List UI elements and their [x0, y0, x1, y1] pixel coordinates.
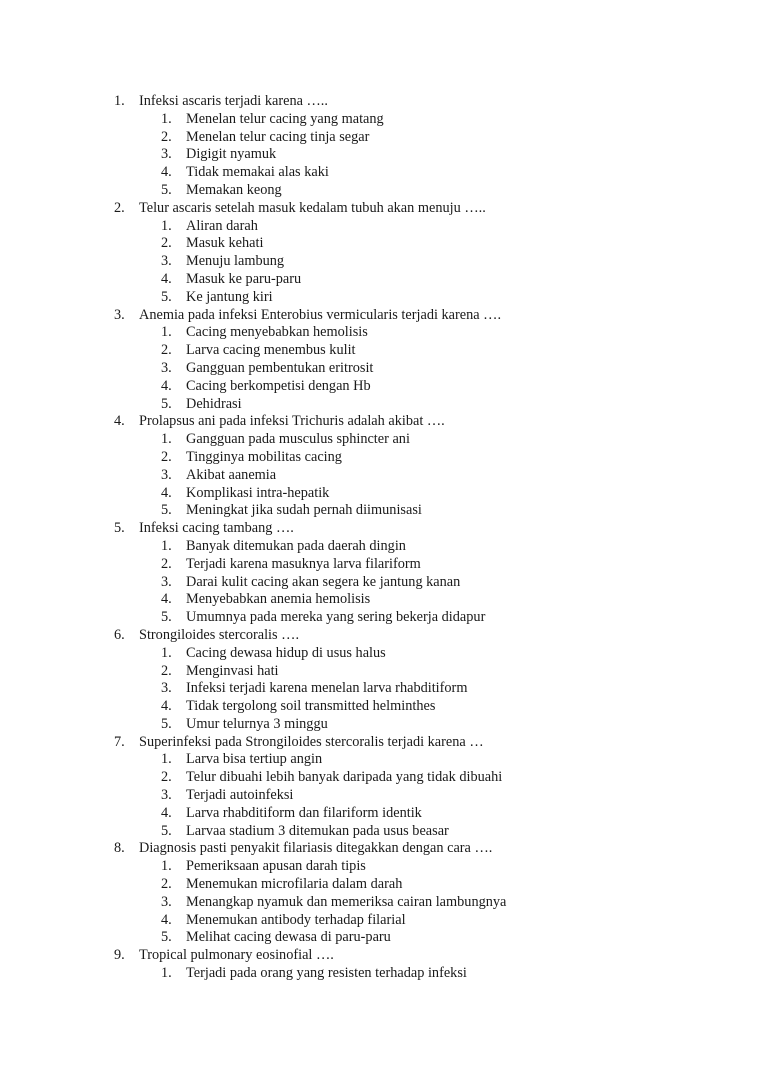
option-number: 4. [161, 698, 172, 715]
option-text: Cacing menyebabkan hemolisis [186, 324, 368, 341]
option-7-4 [0, 805, 768, 823]
option-2-2 [0, 235, 768, 253]
question-3 [0, 307, 768, 325]
option-text: Cacing dewasa hidup di usus halus [186, 644, 386, 661]
option-3-1 [0, 324, 768, 342]
question-text: Infeksi cacing tambang …. [139, 520, 294, 537]
option-text: Terjadi karena masuknya larva filariform [186, 555, 421, 572]
option-4-1 [0, 431, 768, 449]
question-number: 5. [114, 520, 125, 537]
option-number: 1. [161, 751, 172, 768]
option-number: 5. [161, 609, 172, 626]
option-number: 1. [161, 217, 172, 234]
question-text: Prolapsus ani pada infeksi Trichuris adalah akibat …. [139, 413, 445, 430]
option-number: 2. [161, 448, 172, 465]
option-text: Terjadi pada orang yang resisten terhadap infeksi [186, 965, 467, 982]
question-number: 8. [114, 840, 125, 857]
option-number: 2. [161, 769, 172, 786]
option-2-3 [0, 253, 768, 271]
option-7-2 [0, 769, 768, 787]
option-1-2 [0, 129, 768, 147]
option-3-5 [0, 396, 768, 414]
question-2 [0, 200, 768, 218]
option-number: 2. [161, 128, 172, 145]
option-1-4 [0, 164, 768, 182]
option-6-5 [0, 716, 768, 734]
option-6-3 [0, 680, 768, 698]
option-4-5 [0, 502, 768, 520]
question-number: 3. [114, 306, 125, 323]
option-8-1 [0, 858, 768, 876]
option-number: 1. [161, 431, 172, 448]
option-number: 2. [161, 555, 172, 572]
option-text: Melihat cacing dewasa di paru-paru [186, 929, 391, 946]
option-9-1 [0, 965, 768, 983]
question-text: Superinfeksi pada Strongiloides stercoralis terjadi karena … [139, 733, 484, 750]
option-number: 5. [161, 288, 172, 305]
option-number: 5. [161, 181, 172, 198]
option-number: 3. [161, 146, 172, 163]
option-number: 2. [161, 876, 172, 893]
option-number: 5. [161, 502, 172, 519]
option-2-4 [0, 271, 768, 289]
option-text: Umur telurnya 3 minggu [186, 715, 328, 732]
option-number: 1. [161, 858, 172, 875]
question-number: 4. [114, 413, 125, 430]
option-5-5 [0, 609, 768, 627]
option-number: 4. [161, 804, 172, 821]
option-number: 3. [161, 573, 172, 590]
option-5-2 [0, 556, 768, 574]
option-text: Tidak memakai alas kaki [186, 164, 329, 181]
option-number: 2. [161, 662, 172, 679]
option-number: 4. [161, 484, 172, 501]
question-text: Telur ascaris setelah masuk kedalam tubuh akan menuju ….. [139, 199, 486, 216]
option-number: 3. [161, 787, 172, 804]
option-number: 5. [161, 715, 172, 732]
question-number: 7. [114, 733, 125, 750]
option-4-3 [0, 467, 768, 485]
option-text: Menginvasi hati [186, 662, 279, 679]
option-7-3 [0, 787, 768, 805]
option-number: 3. [161, 680, 172, 697]
option-text: Akibat aanemia [186, 466, 277, 483]
option-text: Terjadi autoinfeksi [186, 787, 294, 804]
document-page [0, 93, 768, 983]
option-text: Larvaa stadium 3 ditemukan pada usus beasar [186, 822, 449, 839]
option-4-2 [0, 449, 768, 467]
option-5-3 [0, 574, 768, 592]
option-text: Menuju lambung [186, 253, 285, 270]
option-text: Masuk kehati [186, 235, 264, 252]
question-number: 2. [114, 199, 125, 216]
option-5-4 [0, 591, 768, 609]
option-text: Gangguan pembentukan eritrosit [186, 359, 374, 376]
option-text: Aliran darah [186, 217, 258, 234]
option-7-5 [0, 823, 768, 841]
option-text: Umumnya pada mereka yang sering bekerja didapur [186, 609, 486, 626]
option-2-1 [0, 218, 768, 236]
option-text: Larva bisa tertiup angin [186, 751, 323, 768]
option-text: Banyak ditemukan pada daerah dingin [186, 537, 406, 554]
option-number: 5. [161, 822, 172, 839]
option-text: Menangkap nyamuk dan memeriksa cairan lambungnya [186, 893, 507, 910]
option-text: Digigit nyamuk [186, 146, 277, 163]
option-number: 4. [161, 164, 172, 181]
option-5-1 [0, 538, 768, 556]
question-text: Infeksi ascaris terjadi karena ….. [139, 93, 328, 109]
option-text: Menyebabkan anemia hemolisis [186, 591, 371, 608]
question-8 [0, 840, 768, 858]
option-text: Menelan telur cacing yang matang [186, 110, 384, 127]
option-text: Larva cacing menembus kulit [186, 342, 356, 359]
option-number: 1. [161, 965, 172, 982]
option-text: Memakan keong [186, 181, 282, 198]
option-number: 4. [161, 377, 172, 394]
question-number: 9. [114, 947, 125, 964]
question-text: Diagnosis pasti penyakit filariasis ditegakkan dengan cara …. [139, 840, 493, 857]
option-text: Menemukan antibody terhadap filarial [186, 911, 406, 928]
option-8-4 [0, 912, 768, 930]
option-number: 3. [161, 466, 172, 483]
option-3-3 [0, 360, 768, 378]
option-number: 3. [161, 253, 172, 270]
question-number: 6. [114, 626, 125, 643]
option-text: Menemukan microfilaria dalam darah [186, 876, 403, 893]
option-number: 1. [161, 644, 172, 661]
option-8-3 [0, 894, 768, 912]
option-text: Menelan telur cacing tinja segar [186, 128, 370, 145]
option-number: 1. [161, 324, 172, 341]
question-1 [0, 93, 768, 111]
question-6 [0, 627, 768, 645]
option-1-5 [0, 182, 768, 200]
option-number: 3. [161, 893, 172, 910]
option-6-2 [0, 663, 768, 681]
option-text: Meningkat jika sudah pernah diimunisasi [186, 502, 422, 519]
option-number: 3. [161, 359, 172, 376]
question-text: Tropical pulmonary eosinofial …. [139, 947, 334, 964]
option-text: Komplikasi intra-hepatik [186, 484, 330, 501]
option-text: Tingginya mobilitas cacing [186, 448, 342, 465]
question-7 [0, 734, 768, 752]
option-6-1 [0, 645, 768, 663]
option-text: Telur dibuahi lebih banyak daripada yang tidak dibuahi [186, 769, 503, 786]
option-7-1 [0, 751, 768, 769]
option-text: Masuk ke paru-paru [186, 270, 302, 287]
question-5 [0, 520, 768, 538]
option-text: Infeksi terjadi karena menelan larva rhabditiform [186, 680, 468, 697]
option-2-5 [0, 289, 768, 307]
option-text: Larva rhabditiform dan filariform identik [186, 804, 422, 821]
option-text: Tidak tergolong soil transmitted helminthes [186, 698, 436, 715]
option-text: Ke jantung kiri [186, 288, 273, 305]
option-number: 2. [161, 235, 172, 252]
question-9 [0, 947, 768, 965]
option-number: 4. [161, 911, 172, 928]
option-number: 4. [161, 270, 172, 287]
option-6-4 [0, 698, 768, 716]
option-number: 5. [161, 929, 172, 946]
question-number: 1. [114, 93, 125, 109]
option-number: 1. [161, 537, 172, 554]
option-number: 5. [161, 395, 172, 412]
option-number: 4. [161, 591, 172, 608]
option-number: 2. [161, 342, 172, 359]
option-3-2 [0, 342, 768, 360]
option-text: Darai kulit cacing akan segera ke jantung kanan [186, 573, 461, 590]
option-8-5 [0, 929, 768, 947]
question-text: Strongiloides stercoralis …. [139, 626, 300, 643]
option-text: Gangguan pada musculus sphincter ani [186, 431, 410, 448]
option-number: 1. [161, 110, 172, 127]
option-1-1 [0, 111, 768, 129]
question-4 [0, 413, 768, 431]
option-text: Dehidrasi [186, 395, 242, 412]
option-text: Pemeriksaan apusan darah tipis [186, 858, 366, 875]
option-text: Cacing berkompetisi dengan Hb [186, 377, 371, 394]
option-4-4 [0, 485, 768, 503]
option-3-4 [0, 378, 768, 396]
question-text: Anemia pada infeksi Enterobius vermicularis terjadi karena …. [139, 306, 502, 323]
option-8-2 [0, 876, 768, 894]
option-1-3 [0, 146, 768, 164]
